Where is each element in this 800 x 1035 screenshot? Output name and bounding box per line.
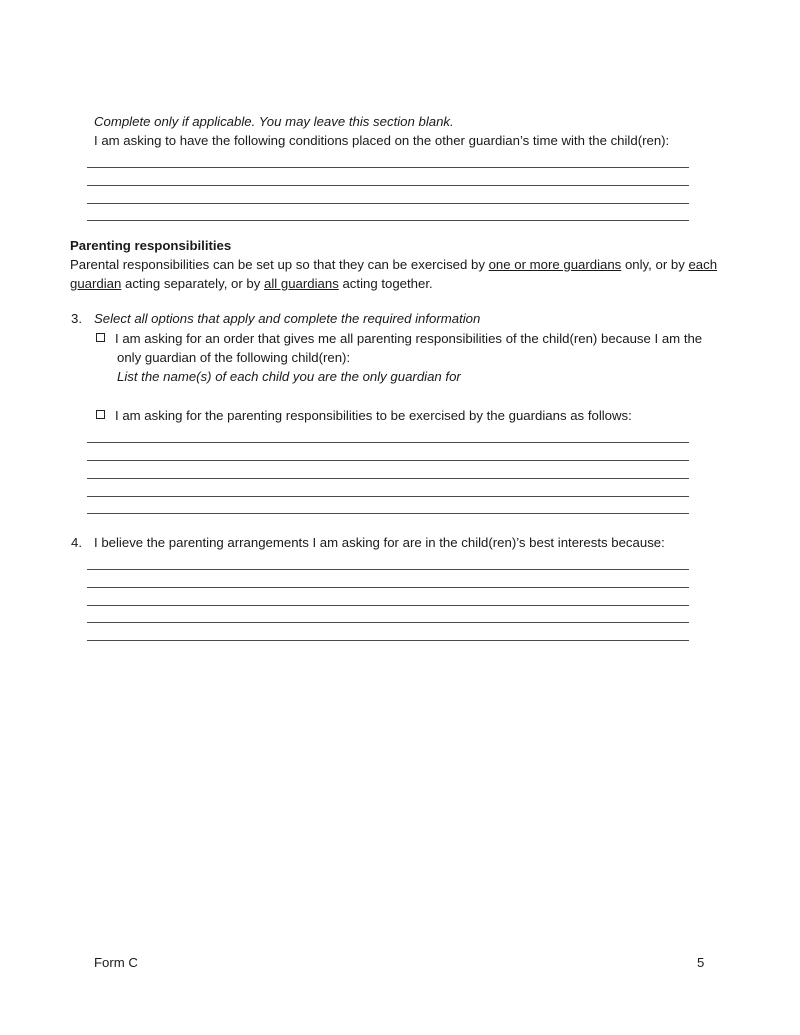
option-sole-guardian-hint: List the name(s) of each child you are the only guardian for (117, 369, 461, 384)
question-3-number: 3. (71, 311, 82, 326)
footer-form-name: Form C (94, 955, 138, 970)
option-sole-guardian-checkbox[interactable] (96, 333, 105, 342)
q4-answer-line-1[interactable] (87, 569, 689, 570)
conditions-answer-line-1[interactable] (87, 167, 689, 168)
intro-underline-one-or-more: one or more guardians (488, 257, 622, 272)
q3-answer-line-4[interactable] (87, 496, 689, 497)
conditions-answer-line-3[interactable] (87, 203, 689, 204)
parenting-responsibilities-heading: Parenting responsibilities (70, 238, 232, 253)
conditions-instruction: Complete only if applicable. You may leave this section blank. (94, 114, 454, 129)
parenting-intro-line-2 (70, 276, 433, 291)
intro-text-3: acting separately, or by (121, 276, 265, 291)
question-4-number: 4. (71, 535, 82, 550)
footer-page-number: 5 (697, 955, 705, 970)
conditions-answer-line-2[interactable] (87, 185, 689, 186)
option-sole-guardian-label-1: I am asking for an order that gives me all parenting responsibilities of the child(ren) because I am the (115, 331, 703, 346)
conditions-answer-line-4[interactable] (87, 220, 689, 221)
q4-answer-line-3[interactable] (87, 605, 689, 606)
question-4-label: I believe the parenting arrangements I am asking for are in the child(ren)’s best interests because: (94, 535, 665, 550)
intro-text-4: acting together. (338, 276, 433, 291)
q3-answer-line-2[interactable] (87, 460, 689, 461)
intro-underline-guardian: guardian (70, 276, 122, 291)
intro-underline-each: each (688, 257, 718, 272)
question-3-instruction: Select all options that apply and complete the required information (94, 311, 481, 326)
q3-answer-line-5[interactable] (87, 513, 689, 514)
option-sole-guardian-label-2: only guardian of the following child(ren): (117, 350, 351, 365)
q3-answer-line-3[interactable] (87, 478, 689, 479)
intro-text-1: Parental responsibilities can be set up so that they can be exercised by (70, 257, 489, 272)
intro-underline-all-guardians: all guardians (264, 276, 339, 291)
option-exercised-as-follows-checkbox[interactable] (96, 410, 105, 419)
q4-answer-line-4[interactable] (87, 622, 689, 623)
intro-text-2: only, or by (621, 257, 689, 272)
conditions-prompt: I am asking to have the following conditions placed on the other guardian’s time with the child(ren): (94, 133, 670, 148)
q4-answer-line-2[interactable] (87, 587, 689, 588)
q3-answer-line-1[interactable] (87, 442, 689, 443)
parenting-intro-line-1 (70, 257, 717, 272)
q4-answer-line-5[interactable] (87, 640, 689, 641)
option-exercised-as-follows-label: I am asking for the parenting responsibilities to be exercised by the guardians as follows: (115, 408, 632, 423)
